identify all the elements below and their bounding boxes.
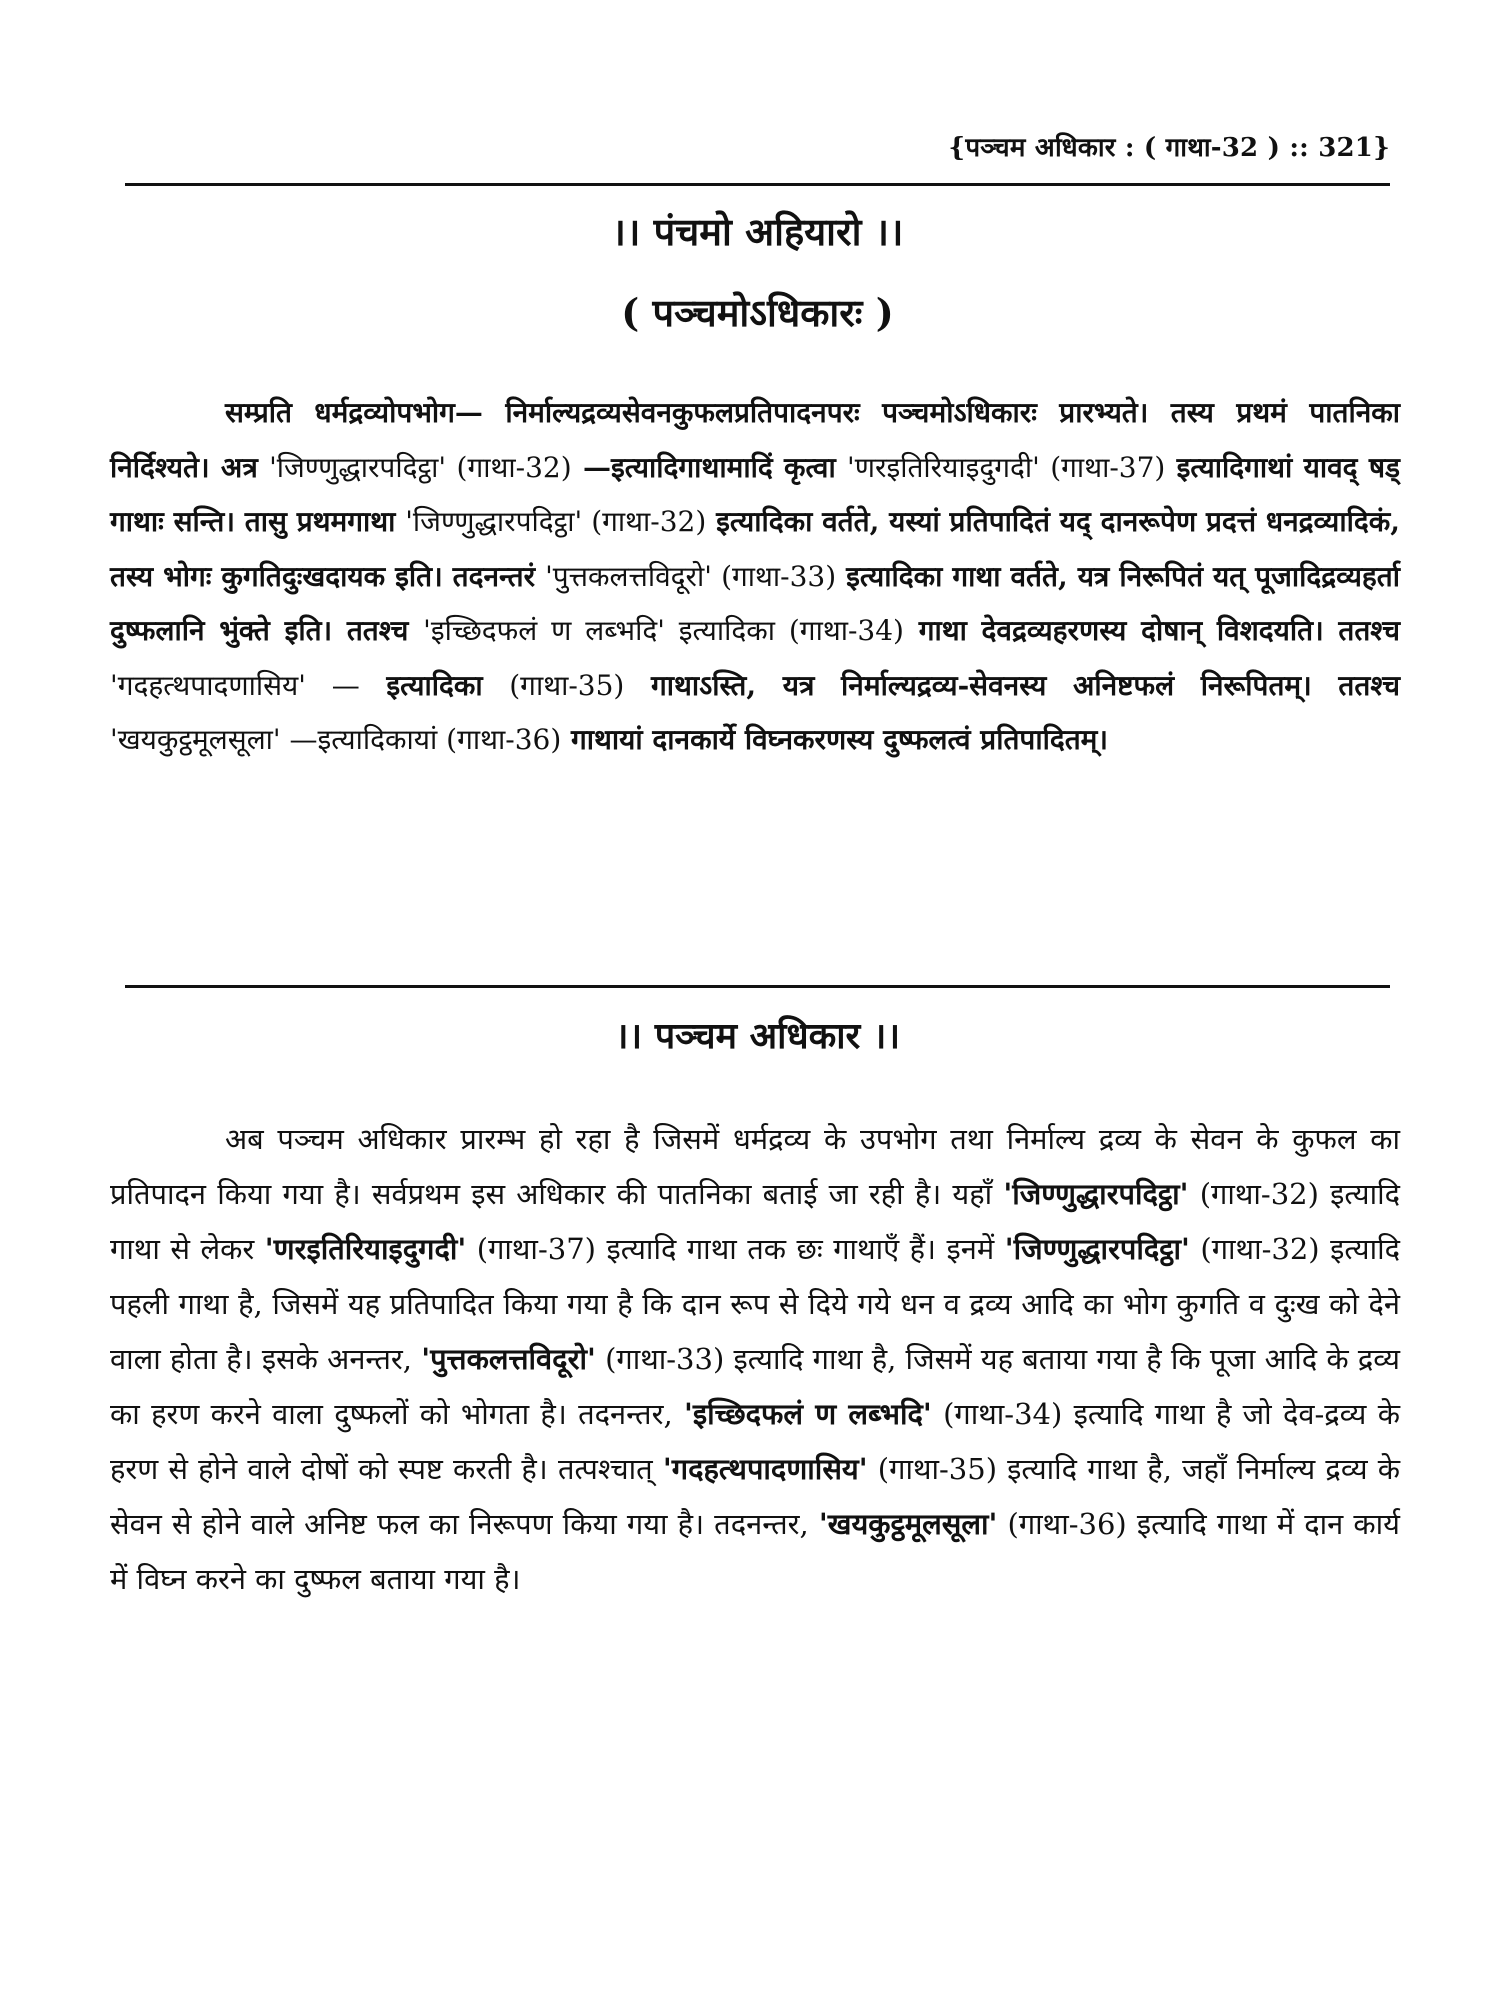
hindi-text: (गाथा-36) इत्यादि गाथा में दान कार्य में विघ्न करने का दुष्फल बताया गया है। — [110, 1507, 1400, 1596]
sanskrit-introduction — [110, 386, 1400, 768]
hindi-text: (गाथा-34) इत्यादि गाथा है जो देव-द्रव्य के हरण से होने वाले दोषों को स्पष्ट करती है। तत्पश्चात् — [110, 1397, 1400, 1486]
gatha-name: 'जिण्णुद्धारपदिट्ठा' — [1004, 1232, 1190, 1266]
running-head: {पञ्चम अधिकार : ( गाथा-32 ) :: 321} — [948, 133, 1390, 163]
header-rule — [125, 183, 1390, 186]
hindi-text: (गाथा-33) इत्यादि गाथा है, जिसमें यह बताया गया है कि पूजा आदि के द्रव्य का हरण करने वाला दुष्फलों को भोगता है। तदनन्तर, — [110, 1342, 1400, 1431]
chapter-title-sanskrit: ( पञ्चमोऽधिकारः ) — [621, 290, 894, 335]
gatha-citation: 'पुत्तकलत्तविदूरो' (गाथा-33) — [545, 559, 837, 593]
gatha-citation: 'इच्छिदफलं ण लब्भदि' इत्यादिका (गाथा-34) — [423, 614, 904, 647]
sanskrit-text: —इत्यादिगाथामादिं कृत्वा — [571, 450, 848, 484]
gatha-name: 'पुत्तकलत्तविदूरो' — [421, 1342, 596, 1376]
hindi-text: अब पञ्चम अधिकार प्रारम्भ हो रहा है जिसमें धर्मद्रव्य के उपभोग तथा निर्माल्य द्रव्य के सेवन के कुफल का प्रतिपादन किया गया है। सर्वप्रथम इस अधिकार की पातनिका बताई जा रही है। यहाँ — [110, 1122, 1400, 1211]
hindi-paragraph — [110, 1112, 1400, 1607]
gatha-citation: 'खयकुट्ठमूलसूला' —इत्यादिकायां (गाथा-36) — [110, 723, 562, 756]
sanskrit-text: इत्यादिका वर्तते, यस्यां प्रतिपादितं यद् दानरूपेण प्रदत्तं धनद्रव्यादिकं, तस्य भोगः कुगतिदुःखदायक इति। तदनन्तरं — [110, 505, 1400, 593]
gatha-name: 'णरइतिरियाइदुगदी' — [264, 1232, 467, 1266]
sanskrit-paragraph — [110, 386, 1400, 768]
gatha-citation: 'जिण्णुद्धारपदिट्ठा' (गाथा-32) — [405, 505, 707, 538]
gatha-name: 'जिण्णुद्धारपदिट्ठा' — [1003, 1177, 1189, 1211]
gatha-citation: 'णरइतिरियाइदुगदी' (गाथा-37) — [847, 450, 1166, 484]
gatha-name: 'गदहत्थपादणासिय' — [662, 1452, 868, 1486]
gatha-name: 'खयकुट्ठमूलसूला' — [818, 1507, 998, 1541]
gatha-citation: 'गदहत्थपादणासिय' — — [110, 668, 360, 702]
chapter-title-hindi: ।। पञ्चम अधिकार ।। — [614, 1015, 901, 1057]
chapter-title-prakrit: ।। पंचमो अहियारो ।। — [611, 209, 904, 254]
sanskrit-text: इत्यादिका गाथा वर्तते, यत्र निरूपितं यत् पूजादिद्रव्यहर्ता दुष्फलानि भुंक्ते इति। ततश्च — [110, 559, 1400, 647]
hindi-text: (गाथा-32) इत्यादि पहली गाथा है, जिसमें यह प्रतिपादित किया गया है कि दान रूप से दिये गये धन व द्रव्य आदि का भोग कुगति व दुःख को देने वाला होता है। इसके अनन्तर, — [110, 1232, 1400, 1376]
section-rule — [125, 985, 1390, 988]
gatha-citation: (गाथा-35) — [509, 668, 625, 702]
hindi-text: (गाथा-37) इत्यादि गाथा तक छः गाथाएँ हैं। इनमें — [466, 1232, 1005, 1266]
gatha-citation: 'जिण्णुद्धारपदिट्ठा' (गाथा-32) — [269, 450, 572, 484]
sanskrit-text: इत्यादिका — [359, 668, 510, 702]
sanskrit-text: गाथाऽस्ति, यत्र निर्माल्यद्रव्य-सेवनस्य अनिष्टफलं निरूपितम्। ततश्च — [624, 668, 1400, 702]
hindi-text: (गाथा-32) इत्यादि गाथा से लेकर — [110, 1177, 1400, 1266]
sanskrit-text: इत्यादिगाथां यावद् षड् गाथाः सन्ति। तासु प्रथमगाथा — [110, 450, 1400, 538]
hindi-text: (गाथा-35) इत्यादि गाथा है, जहाँ निर्माल्य द्रव्य के सेवन से होने वाले अनिष्ट फल का निरूपण किया गया है। तदनन्तर, — [110, 1452, 1401, 1541]
sanskrit-text: सम्प्रति धर्मद्रव्योपभोग— निर्माल्यद्रव्यसेवनकुफलप्रतिपादनपरः पञ्चमोऽधिकारः प्रारभ्यते। तस्य प्रथमं पातनिका निर्दिश्यते। अत्र — [110, 396, 1400, 484]
sanskrit-text: गाथा देवद्रव्यहरणस्य दोषान् विशदयति। ततश्च — [903, 614, 1400, 647]
gatha-name: 'इच्छिदफलं ण लब्भदि' — [683, 1397, 932, 1431]
hindi-translation — [110, 1112, 1400, 1607]
sanskrit-text: गाथायां दानकार्ये विघ्नकरणस्य दुष्फलत्वं प्रतिपादितम्। — [561, 723, 1109, 756]
